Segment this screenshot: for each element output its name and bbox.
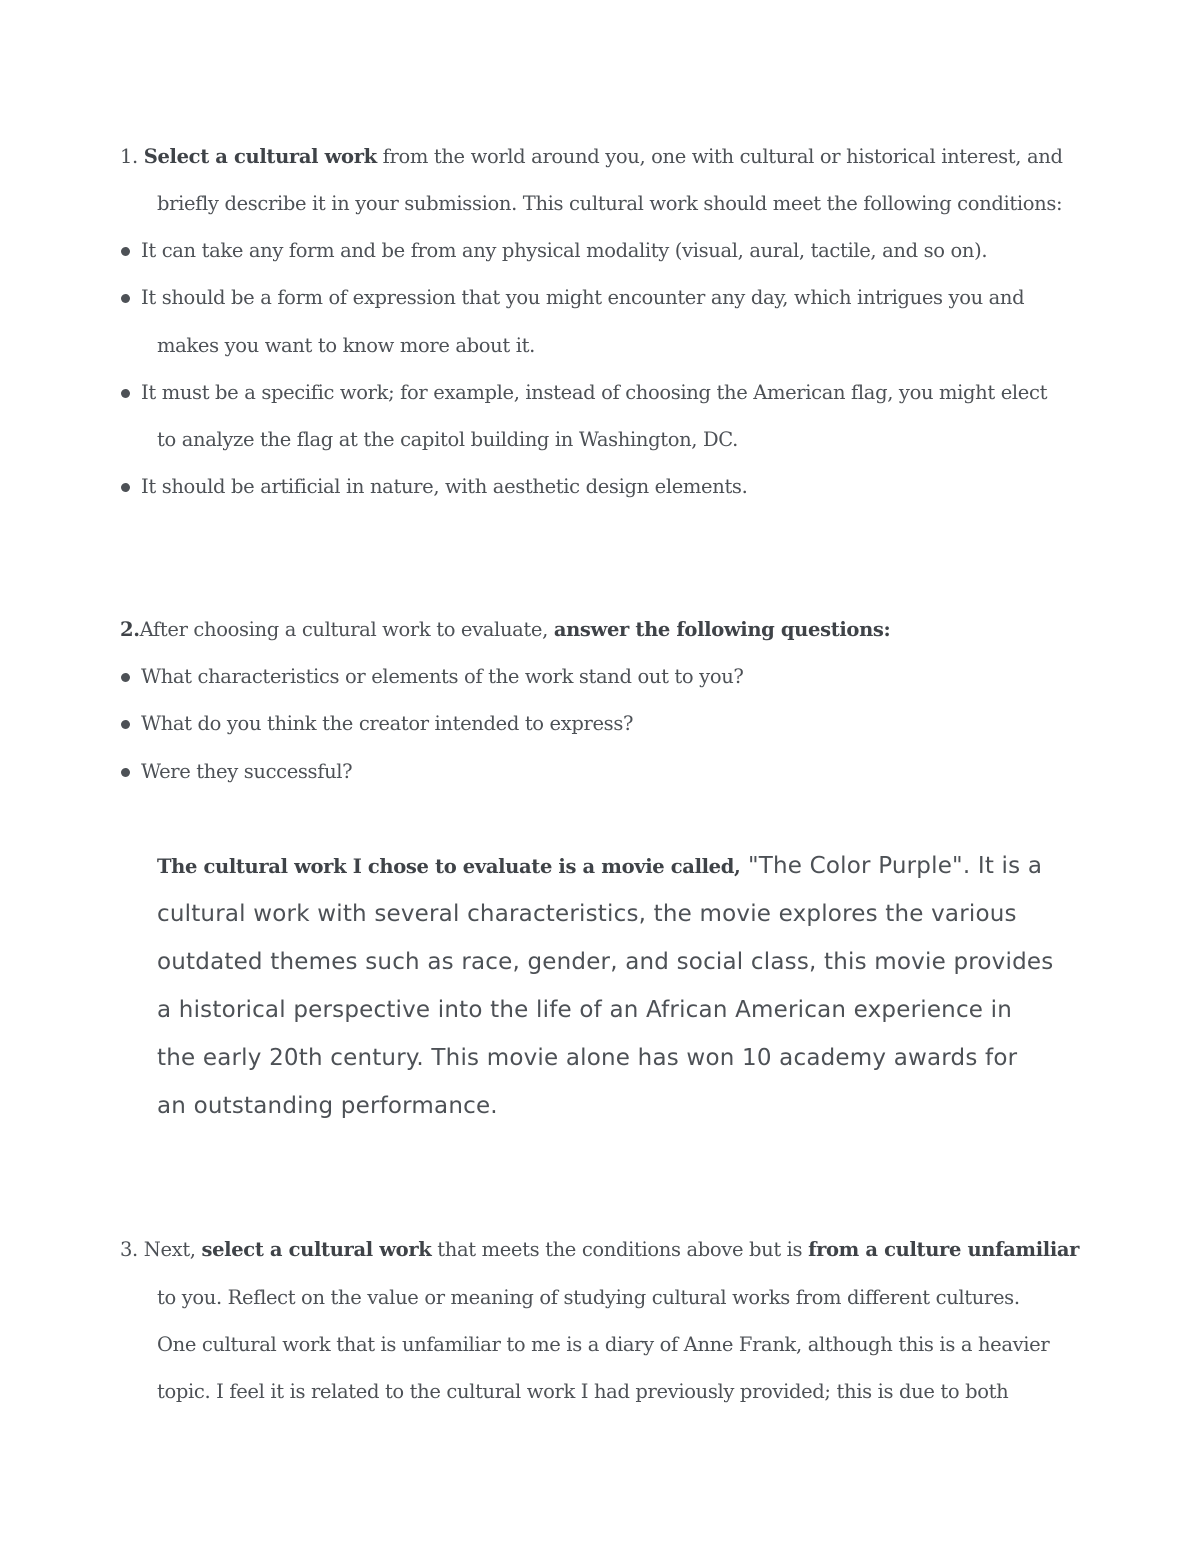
section3-bold2: from a culture unfamiliar: [808, 1238, 1080, 1261]
section1-bullet1: It can take any form and be from any physical modality (visual, aural, tactile, and so on).: [141, 239, 988, 262]
section3-lead: Next,: [143, 1238, 202, 1261]
section1-bullet2-line2: makes you want to know more about it.: [157, 334, 535, 357]
answer-line1: [157, 851, 1042, 882]
section3-line1: [120, 1238, 1079, 1262]
section2-line1: [120, 618, 890, 642]
bullet-icon: [121, 294, 130, 303]
answer-line1-rest: "The Color Purple". It is a: [740, 853, 1043, 879]
section2-bullet2: What do you think the creator intended to express?: [141, 712, 634, 735]
bullet-icon: [121, 389, 130, 398]
bullet-icon: [121, 247, 130, 256]
section2-number: 2.: [120, 618, 140, 641]
section3-line2: to you. Reflect on the value or meaning of studying cultural works from different cultures.: [157, 1286, 1020, 1309]
answer-line4: a historical perspective into the life of an African American experience in: [157, 997, 1013, 1023]
bullet-icon: [121, 673, 130, 682]
answer-bold-lead: The cultural work I chose to evaluate is a movie called,: [157, 855, 741, 878]
section2-bullet3: Were they successful?: [141, 760, 353, 783]
section3-answer-line2: topic. I feel it is related to the cultural work I had previously provided; this is due to both: [157, 1380, 1009, 1403]
section1-bold-lead: Select a cultural work: [143, 145, 377, 168]
section3-number: 3.: [120, 1238, 138, 1261]
section2-bullet1: What characteristics or elements of the work stand out to you?: [141, 665, 744, 688]
section1-bullet3-line2: to analyze the flag at the capitol building in Washington, DC.: [157, 428, 738, 451]
bullet-icon: [121, 768, 130, 777]
section3-bold1: select a cultural work: [201, 1238, 432, 1261]
section1-bullet4: It should be artificial in nature, with aesthetic design elements.: [141, 475, 748, 498]
answer-line3: outdated themes such as race, gender, and social class, this movie provides: [157, 949, 1054, 975]
section1-bullet3-line1: It must be a specific work; for example, instead of choosing the American flag, you might elect: [141, 381, 1048, 404]
section2-bold-tail: answer the following questions:: [553, 618, 891, 641]
section1-line1-rest: from the world around you, one with cultural or historical interest, and: [376, 145, 1063, 168]
section1-bullet2-line1: It should be a form of expression that you might encounter any day, which intrigues you and: [141, 286, 1025, 309]
section1-line1: [120, 145, 1063, 169]
section1-line2: briefly describe it in your submission. This cultural work should meet the following conditions:: [157, 192, 1063, 215]
section1-number: 1.: [120, 145, 138, 168]
bullet-icon: [121, 483, 130, 492]
answer-line2: cultural work with several characteristics, the movie explores the various: [157, 901, 1017, 927]
bullet-icon: [121, 720, 130, 729]
section3-mid: that meets the conditions above but is: [431, 1238, 809, 1261]
section2-lead: After choosing a cultural work to evaluate,: [139, 618, 554, 641]
answer-line6: an outstanding performance.: [157, 1093, 498, 1119]
answer-line5: the early 20th century. This movie alone has won 10 academy awards for: [157, 1045, 1018, 1071]
section3-answer-line1: One cultural work that is unfamiliar to me is a diary of Anne Frank, although this is a heavier: [157, 1333, 1050, 1356]
